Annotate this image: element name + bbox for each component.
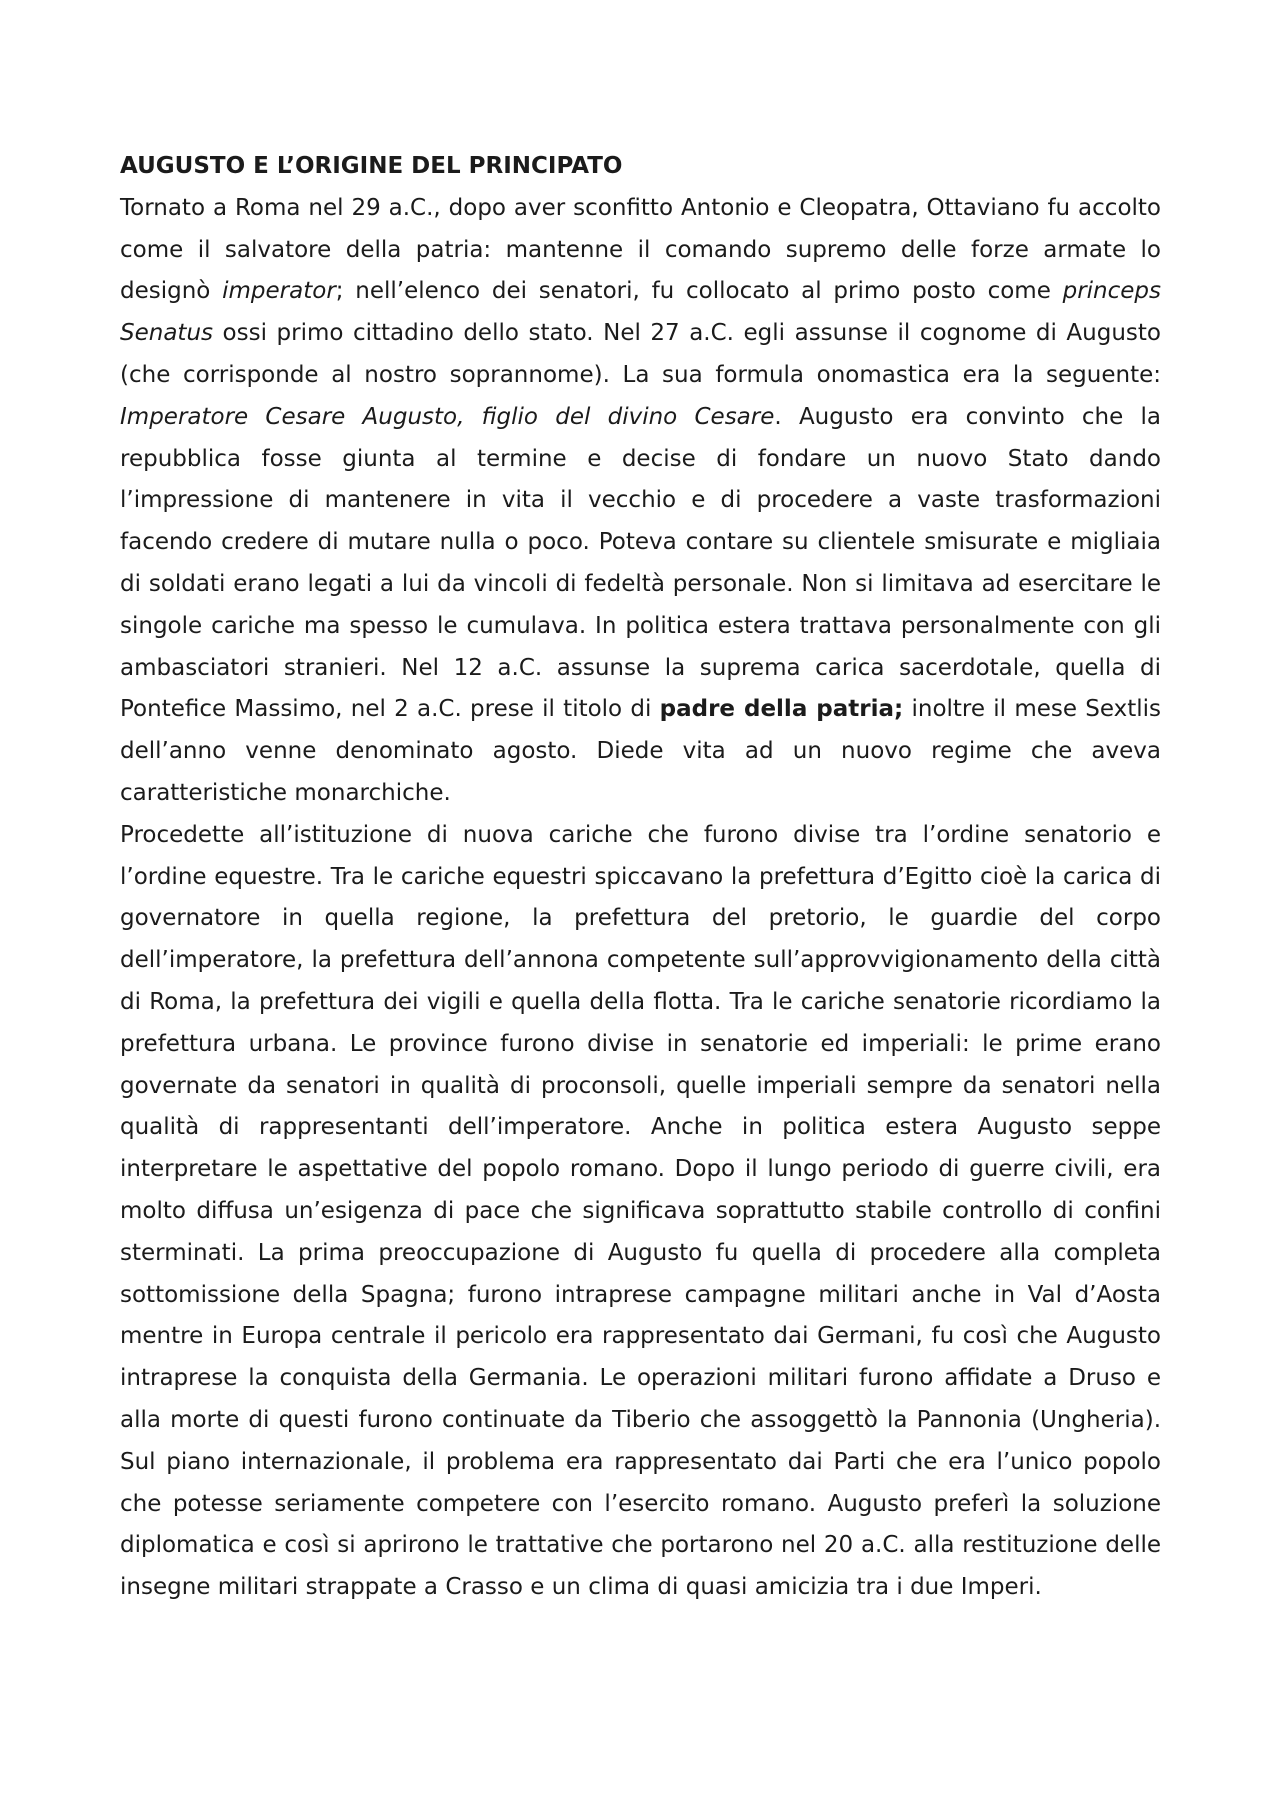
- paragraph-1-text-c: ; nell’elenco dei senatori, fu collocato al primo posto come: [335, 278, 1063, 305]
- document-title: AUGUSTO E L’ORIGINE DEL PRINCIPATO: [120, 153, 623, 179]
- document-page: [120, 146, 1161, 1609]
- princeps-senatus-term: princeps Senatus: [120, 278, 1162, 347]
- paragraph-2: Procedette all’istituzione di nuova cariche che furono divise tra l’ordine senatorio e l’ordine equestre. Tra le cariche equestri spiccavano la prefettura d’Egitto cioè la carica di governatore in quella regione, la prefettura del pretorio, le guardie del corpo dell’imperatore, la prefettura dell’annona competente sull’approvvigionamento della città di Roma, la prefettura dei vigili e quella della flotta. Tra le cariche senatorie ricordiamo la prefettura urbana. Le province furono divise in senatorie ed imperiali: le prime erano governate da senatori in qualità di proconsoli, quelle imperiali sempre da senatori nella qualità di rappresentanti dell’imperatore. Anche in politica estera Augusto seppe interpretare le aspettative del popolo romano. Dopo il lungo periodo di guerre civili, era molto diffusa un’esigenza di pace che significava soprattutto stabile controllo di confini sterminati. La prima preoccupazione di Augusto fu quella di procedere alla completa sottomissione della Spagna; furono intraprese campagne militari anche in Val d’Aosta mentre in Europa centrale il pericolo era rappresentato dai Germani, fu così che Augusto intraprese la conquista della Germania. Le operazioni militari furono affidate a Druso e alla morte di questi furono continuate da Tiberio che assoggettò la Pannonia (Ungheria). Sul piano internazionale, il problema era rappresentato dai Parti che era l’unico popolo che potesse seriamente competere con l’esercito romano. Augusto preferì la soluzione diplomatica e così si aprirono le trattative che portarono nel 20 a.C. alla restituzione delle insegne militari strappate a Crasso e un clima di quasi amicizia tra i due Imperi.: [120, 821, 1161, 1601]
- paragraph-1-text-i: inoltre il mese Sextlis dell’anno venne denominato agosto. Diede vita ad un nuovo regime che aveva caratteristiche monarchiche.: [120, 696, 1162, 806]
- paragraph-1-text-e: ossi primo cittadino dello stato. Nel 27 a.C. egli assunse il cognome di Augusto (che corrisponde al nostro soprannome). La sua formula onomastica era la seguente:: [120, 320, 1161, 388]
- paragraph-1-text-g: . Augusto era convinto che la repubblica fosse giunta al termine e decise di fondare un nuovo Stato dando l’impressione di mantenere in vita il vecchio e di procedere a vaste trasformazioni facendo credere di mutare nulla o poco. Poteva contare su clientele smisurate e migliaia di soldati erano legati a lui da vincoli di fedeltà personale. Non si limitava ad esercitare le singole cariche ma spesso le cumulava. In politica estera trattava personalmente con gli ambasciatori stranieri. Nel 12 a.C. assunse la suprema carica sacerdotale, quella di Pontefice Massimo, nel 2 a.C. prese il titolo di: [120, 403, 1161, 723]
- onomastic-formula: Imperatore Cesare Augusto, figlio del divino Cesare: [120, 403, 775, 430]
- padre-della-patria-term: padre della patria;: [659, 696, 904, 723]
- imperator-term: imperator: [222, 278, 336, 305]
- paragraph-1-text-a: Tornato a Roma nel 29 a.C., dopo aver sconfitto Antonio e Cleopatra, Ottaviano fu accolto come il salvatore della patria: mantenne il comando supremo delle forze armate lo designò: [120, 194, 1161, 305]
- paragraph-1: [120, 188, 1161, 815]
